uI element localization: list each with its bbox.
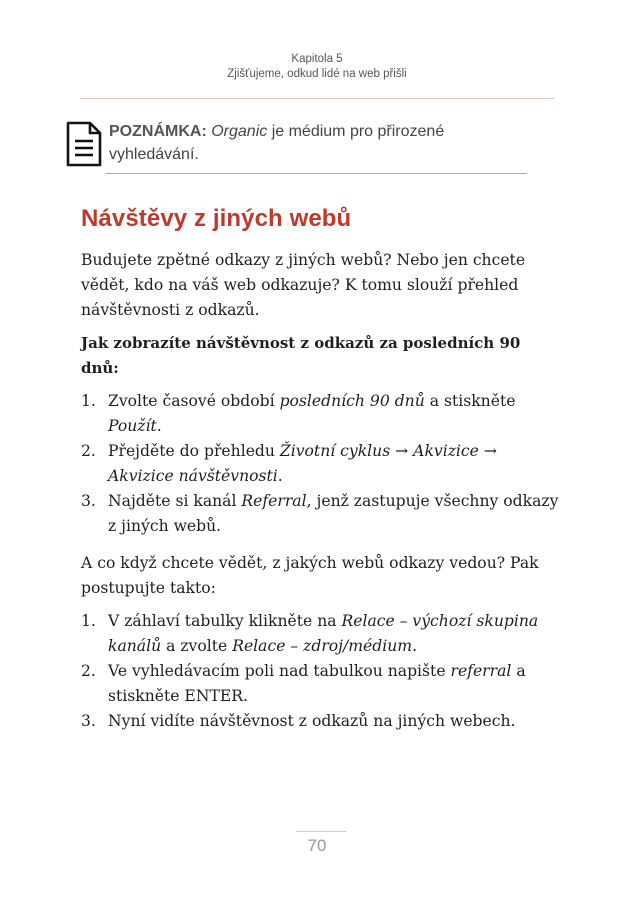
list-number: 2. xyxy=(81,662,96,680)
list-number: 1. xyxy=(81,392,96,410)
list-item-text: a zvolte xyxy=(161,637,233,655)
list-item xyxy=(81,659,561,709)
list-item-emphasis: Relace – výchozí skupina kanálů xyxy=(108,612,539,655)
list-item xyxy=(81,709,561,734)
list-item xyxy=(81,389,561,439)
note-body: je médium pro přirozené vyhledávání. xyxy=(109,123,445,163)
document-icon xyxy=(66,121,102,167)
list-item-text: a stiskněte xyxy=(424,392,516,410)
list-item-emphasis: posledních 90 dnů xyxy=(279,392,425,410)
list-number: 3. xyxy=(81,492,96,510)
list-item-text: . xyxy=(277,467,283,485)
note-divider xyxy=(106,173,527,174)
header-divider xyxy=(80,98,554,99)
section-body xyxy=(81,248,561,734)
page-number: 70 xyxy=(307,836,327,855)
list-number: 1. xyxy=(81,612,96,630)
running-header xyxy=(0,52,634,82)
list-item-emphasis: Referral xyxy=(241,492,307,510)
list-item-text: a stiskněte ENTER. xyxy=(108,662,526,705)
list-item-emphasis: referral xyxy=(450,662,512,680)
list-item xyxy=(81,439,561,489)
lead-paragraph: A co když chcete vědět, z jakých webů odkazy vedou? Pak postupujte takto: xyxy=(81,554,539,597)
intro-paragraph: Budujete zpětné odkazy z jiných webů? Nebo jen chcete vědět, kdo na váš web odkazuje? K tomu slouží přehled návštěvnosti z odkazů. xyxy=(81,251,526,319)
list-item-text: . xyxy=(156,417,162,435)
list-item-emphasis: Životní cyklus → Akvizice → Akvizice návštěvnosti xyxy=(108,442,497,485)
list-item-text: , jenž zastupuje všechny odkazy z jiných webů. xyxy=(108,492,559,535)
steps-heading: Jak zobrazíte návštěvnost z odkazů za posledních 90 dnů: xyxy=(81,334,521,377)
list-number: 2. xyxy=(81,442,96,460)
list-item-text: Nyní vidíte návštěvnost z odkazů na jiných webech. xyxy=(108,712,516,730)
list-item-text: Přejděte do přehledu xyxy=(108,442,280,460)
steps-list-1 xyxy=(81,389,561,539)
list-item xyxy=(81,489,561,539)
note-label: POZNÁMKA: xyxy=(109,123,207,140)
section-title: Návštěvy z jiných webů xyxy=(81,205,352,232)
list-item-emphasis: Použít xyxy=(108,417,157,435)
list-item-text: Zvolte časové období xyxy=(108,392,280,410)
footer-divider xyxy=(296,831,346,832)
note-term: Organic xyxy=(211,123,268,140)
list-number: 3. xyxy=(81,712,96,730)
list-item-text: V záhlaví tabulky klikněte na xyxy=(108,612,342,630)
steps-list-2 xyxy=(81,609,561,734)
list-item-text: Ve vyhledávacím poli nad tabulkou napište xyxy=(108,662,451,680)
note-text xyxy=(109,120,529,166)
list-item-text: Najděte si kanál xyxy=(108,492,242,510)
list-item-text: . xyxy=(412,637,418,655)
chapter-number: Kapitola 5 xyxy=(291,53,343,65)
list-item-emphasis: Relace – zdroj/médium xyxy=(232,637,413,655)
chapter-title: Zjišťujeme, odkud lidé na web přišli xyxy=(227,68,407,80)
list-item xyxy=(81,609,561,659)
